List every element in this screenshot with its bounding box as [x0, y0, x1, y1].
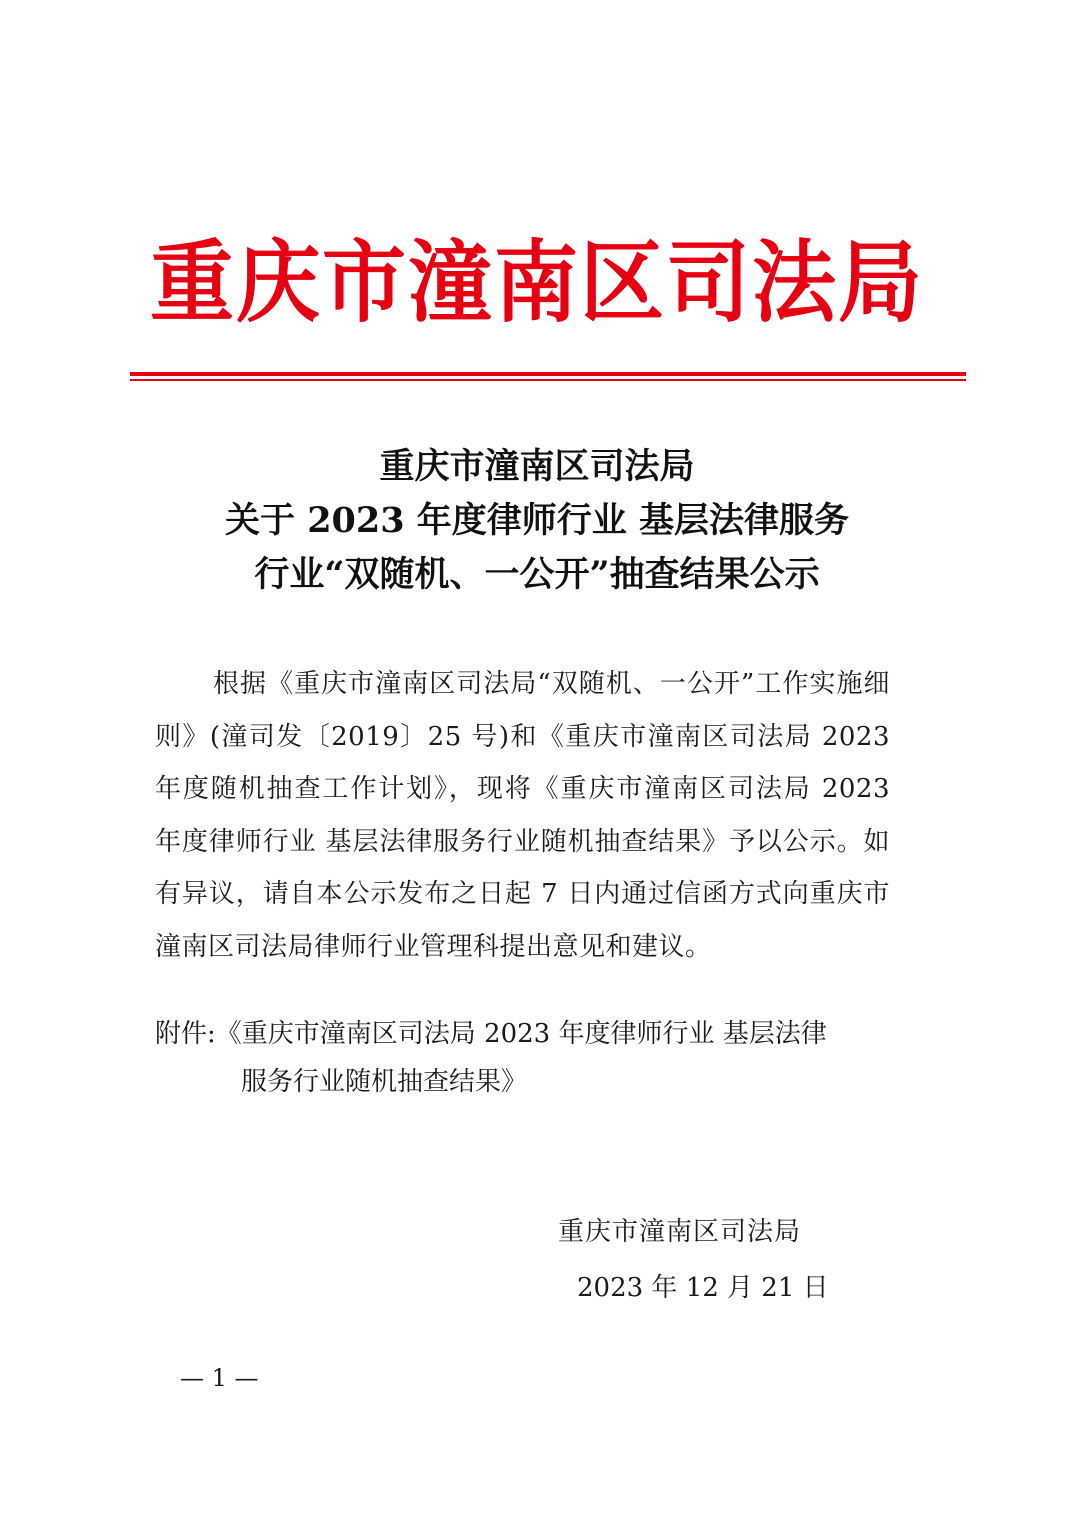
document-title — [0, 440, 1074, 602]
attachment-first-line — [155, 1010, 895, 1058]
signature-date: 2023 年 12 月 21 日 — [577, 1273, 829, 1303]
attachment-title-continued: 服务行业随机抽查结果》 — [241, 1067, 528, 1097]
title-line-1: 重庆市潼南区司法局 — [379, 446, 695, 487]
body-paragraph: 根据《重庆市潼南区司法局“双随机、一公开”工作实施细则》(潼司发〔2019〕25 号)和《重庆市潼南区司法局 2023 年度随机抽查工作计划》，现将《重庆市潼南区司法局 2023 年度律师行业 基层法律服务行业随机抽查结果》予以公示。如有异议，请自本公示发布之日起 7 日内通过信函方式向重庆市潼南区司法局律师行业管理科提出意见和建议。 — [155, 669, 890, 962]
attachment-label: 附件: — [155, 1019, 216, 1049]
letterhead-red-rule-thin — [130, 379, 966, 381]
signature-org: 重庆市潼南区司法局 — [558, 1217, 802, 1247]
attachment-title: 《重庆市潼南区司法局 2023 年度律师行业 基层法律 — [215, 1019, 827, 1049]
title-line-3: 行业“双随机、一公开”抽查结果公示 — [254, 554, 820, 595]
letterhead-org-name: 重庆市潼南区司法局 — [149, 230, 924, 335]
page-number: — 1 — — [180, 1364, 259, 1392]
title-line-2: 关于 2023 年度律师行业 基层法律服务 — [225, 500, 849, 541]
attachment-block — [155, 1010, 895, 1106]
letterhead-red-rule — [130, 372, 966, 376]
